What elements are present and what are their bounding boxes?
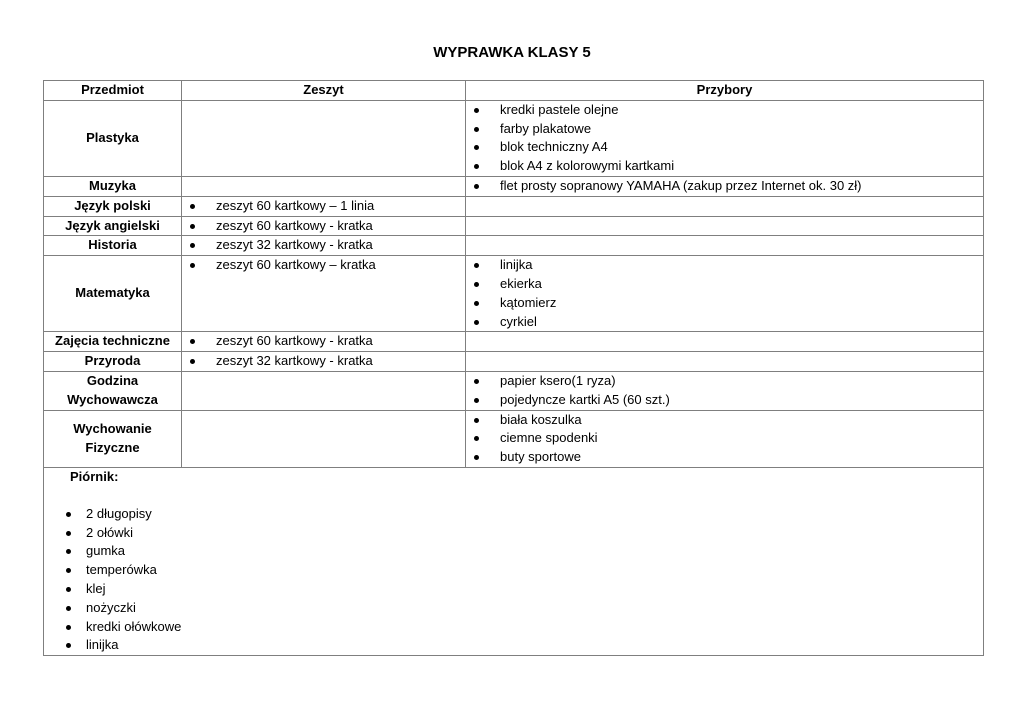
notebook-cell <box>182 216 466 236</box>
table-header-row <box>44 81 984 101</box>
notebook-cell <box>182 371 466 410</box>
pencil-case-item: linijka <box>44 636 983 655</box>
notebook-list <box>182 352 465 371</box>
table-row <box>44 352 984 372</box>
pencil-case-item: temperówka <box>44 561 983 580</box>
supply-item: ciemne spodenki <box>466 429 983 448</box>
pencil-case-item: nożyczki <box>44 599 983 618</box>
supplies-cell <box>466 332 984 352</box>
pencil-case-item: gumka <box>44 542 983 561</box>
supply-item: biała koszulka <box>466 411 983 430</box>
notebook-list <box>182 332 465 351</box>
supplies-cell <box>466 196 984 216</box>
supply-item: buty sportowe <box>466 448 983 467</box>
notebook-cell <box>182 410 466 467</box>
supply-item: ekierka <box>466 275 983 294</box>
supplies-cell <box>466 410 984 467</box>
notebook-cell <box>182 256 466 332</box>
subject-cell: Plastyka <box>44 100 182 176</box>
notebook-list <box>182 197 465 216</box>
notebook-cell <box>182 332 466 352</box>
pencil-case-label: Piórnik: <box>70 468 119 484</box>
table-row <box>44 100 984 176</box>
subject-cell: Wychowanie Fizyczne <box>44 410 182 467</box>
notebook-list <box>182 236 465 255</box>
supply-item: cyrkiel <box>466 313 983 332</box>
notebook-item: zeszyt 60 kartkowy - kratka <box>182 332 465 351</box>
supplies-cell <box>466 100 984 176</box>
notebook-item: zeszyt 32 kartkowy - kratka <box>182 236 465 255</box>
notebook-list <box>182 217 465 236</box>
supply-list <box>466 101 983 176</box>
table-row <box>44 236 984 256</box>
pencil-case-row <box>44 467 984 655</box>
pencil-case-item: 2 ołówki <box>44 524 983 543</box>
supply-item: papier ksero(1 ryza) <box>466 372 983 391</box>
supplies-cell <box>466 176 984 196</box>
supply-item: blok A4 z kolorowymi kartkami <box>466 157 983 176</box>
subject-cell: Muzyka <box>44 176 182 196</box>
subject-cell: Historia <box>44 236 182 256</box>
subject-cell: Zajęcia techniczne <box>44 332 182 352</box>
notebook-list <box>182 256 465 275</box>
table-row <box>44 196 984 216</box>
supplies-cell <box>466 236 984 256</box>
notebook-item: zeszyt 32 kartkowy - kratka <box>182 352 465 371</box>
supply-list <box>466 256 983 331</box>
supply-item: kątomierz <box>466 294 983 313</box>
header-supplies: Przybory <box>466 81 984 101</box>
pencil-case-item: kredki ołówkowe <box>44 618 983 637</box>
table-row <box>44 410 984 467</box>
header-notebook: Zeszyt <box>182 81 466 101</box>
subject-cell: Matematyka <box>44 256 182 332</box>
header-subject: Przedmiot <box>44 81 182 101</box>
subject-cell: Język angielski <box>44 216 182 236</box>
notebook-cell <box>182 100 466 176</box>
supplies-cell <box>466 256 984 332</box>
supplies-cell <box>466 371 984 410</box>
supplies-cell <box>466 352 984 372</box>
table-row <box>44 256 984 332</box>
pencil-case-list <box>44 505 983 655</box>
supply-list <box>466 177 983 196</box>
supply-item: farby plakatowe <box>466 120 983 139</box>
supply-item: flet prosty sopranowy YAMAHA (zakup przez Internet ok. 30 zł) <box>466 177 983 196</box>
notebook-item: zeszyt 60 kartkowy – kratka <box>182 256 465 275</box>
supply-item: linijka <box>466 256 983 275</box>
supplies-cell <box>466 216 984 236</box>
supply-item: kredki pastele olejne <box>466 101 983 120</box>
notebook-cell <box>182 196 466 216</box>
supply-list <box>466 411 983 467</box>
supply-item: pojedyncze kartki A5 (60 szt.) <box>466 391 983 410</box>
table-row <box>44 216 984 236</box>
subject-cell: Język polski <box>44 196 182 216</box>
table-row <box>44 332 984 352</box>
supply-list <box>466 372 983 410</box>
table-row <box>44 176 984 196</box>
subject-cell: Godzina Wychowawcza <box>44 371 182 410</box>
pencil-case-cell <box>44 467 984 655</box>
pencil-case-item: 2 długopisy <box>44 505 983 524</box>
notebook-cell <box>182 352 466 372</box>
notebook-cell <box>182 236 466 256</box>
page-title: WYPRAWKA KLASY 5 <box>433 44 591 61</box>
notebook-item: zeszyt 60 kartkowy – 1 linia <box>182 197 465 216</box>
pencil-case-item: klej <box>44 580 983 599</box>
notebook-cell <box>182 176 466 196</box>
supplies-table <box>43 80 984 656</box>
notebook-item: zeszyt 60 kartkowy - kratka <box>182 217 465 236</box>
subject-cell: Przyroda <box>44 352 182 372</box>
supply-item: blok techniczny A4 <box>466 138 983 157</box>
table-row <box>44 371 984 410</box>
